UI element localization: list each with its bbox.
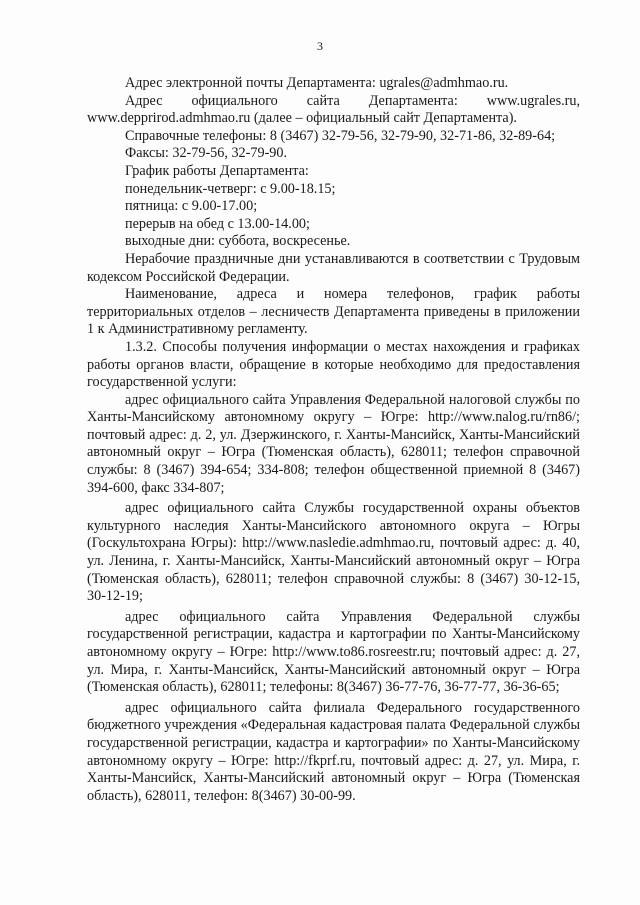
paragraph-website: Адрес официального сайта Департамента: www.ugrales.ru, www.depprirod.admhmao.ru (далее – официальный сайт Департамента). [87, 92, 580, 127]
paragraph-section-1-3-2: 1.3.2. Способы получения информации о местах нахождения и графиках работы органов власти, обращение в которые необходимо для предоставления государственной услуги: [87, 338, 580, 391]
paragraph-tax-service: адрес официального сайта Управления Федеральной налоговой службы по Ханты-Мансийскому автономному округу – Югре: http://www.nalog.ru/rn86/; почтовый адрес: д. 2, ул. Дзержинского, г. Ханты-Мансийск, Ханты-Мансийский автономный округ – Югра (Тюменская область), 628011; телефон справочной службы: 8 (3467) 394-654; 334-808; телефон общественной приемной 8 (3467) 394-600, факс 334-807; [87, 391, 580, 496]
paragraph-holidays: Нерабочие праздничные дни устанавливаются в соответствии с Трудовым кодексом Российской Федерации. [87, 250, 580, 285]
page-number: 3 [317, 39, 323, 53]
paragraph-phones: Справочные телефоны: 8 (3467) 32-79-56, 32-79-90, 32-71-86, 32-89-64; [125, 127, 556, 144]
paragraph-faxes: Факсы: 32-79-56, 32-79-90. [125, 145, 288, 162]
paragraph-email: Адрес электронной почты Департамента: ugrales@admhmao.ru. [125, 75, 509, 91]
paragraph-schedule-mon-thu: понедельник-четверг: с 9.00-18.15; [125, 180, 336, 197]
paragraph-cadastral-chamber: адрес официального сайта филиала Федерального государственного бюджетного учреждения «Федеральная кадастровая палата Федеральной службы государственной регистрации, кадастра и картографии» по Ханты-Мансийскому автономному округу – Югре: http://fkprf.ru, почтовый адрес: д. 27, ул. Мира, г. Ханты-Мансийск, Ханты-Мансийский автономный округ – Югра (Тюменская область), 628011, телефон: 8(3467) 30-00-99. [87, 699, 580, 804]
paragraph-schedule-title: График работы Департамента: [125, 162, 309, 179]
paragraph-rosreestr: адрес официального сайта Управления Федеральной службы государственной регистрации, кадастра и картографии по Ханты-Мансийскому автономному округу – Югре: http://www.to86.rosreestr.ru; почтовый адрес: д. 27, ул. Мира, г. Ханты-Мансийск, Ханты-Мансийский автономный округ – Югра (Тюменская область), 628011; телефоны: 8(3467) 36-77-76, 36-77-77, 36-36-65; [87, 608, 580, 696]
paragraph-schedule-fri: пятница: с 9.00-17.00; [125, 198, 258, 215]
paragraph-territorial-offices: Наименование, адреса и номера телефонов, график работы территориальных отделов – лесничеств Департамента приведены в приложении 1 к Административному регламенту. [87, 286, 580, 338]
paragraph-heritage-service: адрес официального сайта Службы государственной охраны объектов культурного наследия Ханты-Мансийского автономного округа – Югры (Госкультохрана Югры): http://www.nasledie.admhmao.ru, почтовый адрес: д. 40, ул. Ленина, г. Ханты-Мансийск, Ханты-Мансийский автономный округ – Югра (Тюменская область), 628011; телефон справочной службы: 8 (3467) 30-12-15, 30-12-19; [87, 500, 580, 605]
paragraph-schedule-weekend: выходные дни: суббота, воскресенье. [125, 233, 351, 250]
document-body [87, 75, 580, 805]
paragraph-schedule-lunch: перерыв на обед с 13.00-14.00; [125, 215, 310, 232]
